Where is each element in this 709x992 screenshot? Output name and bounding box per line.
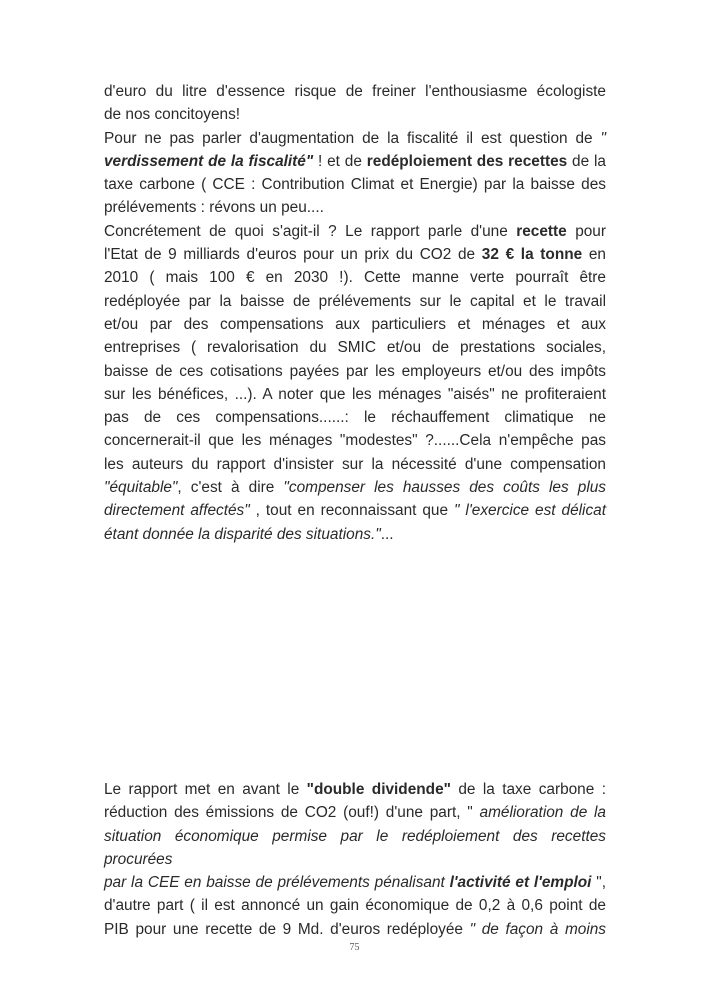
text-line: sur les bénéfices, ...). A noter que les ménages "aisés" ne profiteraient <box>104 385 606 403</box>
text-line: Pour ne pas parler d'augmentation de la fiscalité il est question de " <box>104 129 606 147</box>
text-line: directement affectés" , tout en reconnaissant que " l'exercice est délicat <box>104 502 606 520</box>
text-line: étant donnée la disparité des situations."... <box>104 525 394 543</box>
bottom-text-block <box>104 778 606 941</box>
text-line: Concrétement de quoi s'agit-il ? Le rapport parle d'une recette pour <box>104 222 606 240</box>
text-line: verdissement de la fiscalité" ! et de redéploiement des recettes de la <box>104 152 606 170</box>
text-line: pas de ces compensations......: le réchauffement climatique ne <box>104 409 606 427</box>
text-line: d'euro du litre d'essence risque de freiner l'enthousiasme écologiste <box>104 83 606 100</box>
text-line: situation économique permise par le redéploiement des recettes procurées <box>104 827 606 868</box>
text-line: d'autre part ( il est annoncé un gain économique de 0,2 à 0,6 point de <box>104 897 606 915</box>
text-line: prélévements : révons un peu.... <box>104 199 324 217</box>
text-line: taxe carbone ( CCE : Contribution Climat et Energie) par la baisse des <box>104 176 606 194</box>
text-line: l'Etat de 9 milliards d'euros pour un prix du CO2 de 32 € la tonne en <box>104 246 606 264</box>
text-line: réduction des émissions de CO2 (ouf!) d'une part, " amélioration de la <box>104 804 606 822</box>
text-line: par la CEE en baisse de prélévements pénalisant l'activité et l'emploi ", <box>104 874 607 892</box>
text-line: 2010 ( mais 100 € en 2030 !). Cette manne verte pourraît être <box>104 269 606 287</box>
page-number: 75 <box>349 942 360 953</box>
top-text-block <box>104 80 606 546</box>
text-line: Le rapport met en avant le "double dividende" de la taxe carbone : <box>104 781 606 798</box>
text-line: concernerait-il que les ménages "modestes" ?......Cela n'empêche pas <box>104 432 606 450</box>
text-line: et/ou par des compensations aux particuliers et ménages et aux <box>104 315 606 333</box>
text-line: "équitable", c'est à dire "compenser les hausses des coûts les plus <box>104 479 606 497</box>
text-line: PIB pour une recette de 9 Md. d'euros redéployée " de façon à moins <box>104 920 606 938</box>
text-line: de nos concitoyens! <box>104 106 241 124</box>
text-line: entreprises ( revalorisation du SMIC et/ou de prestations sociales, <box>104 339 606 357</box>
text-line: baisse de ces cotisations payées par les employeurs et/ou des impôts <box>104 362 606 380</box>
text-line: redéployée par la baisse de prélévements sur le capital et le travail <box>104 292 606 310</box>
text-line: les auteurs du rapport d'insister sur la nécessité d'une compensation <box>104 455 606 473</box>
